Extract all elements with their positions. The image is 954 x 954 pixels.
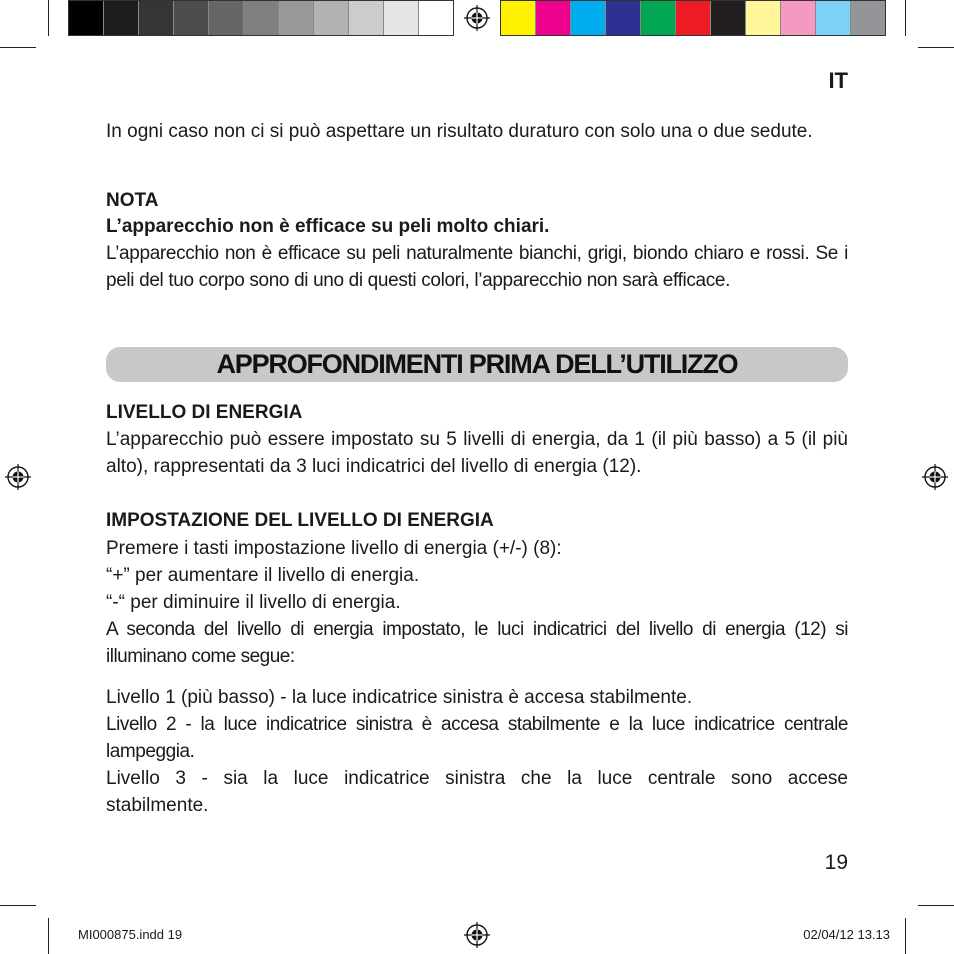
crop-mark-bottom-left-v [48, 918, 49, 954]
registration-mark-icon [922, 464, 948, 490]
color-swatch [571, 1, 606, 35]
energy-setting-line: A seconda del livello di energia impostato, le luci indicatrici del livello di energia (12) si illuminano come segue: [106, 619, 848, 667]
energy-level-heading: LIVELLO DI ENERGIA [106, 402, 303, 423]
color-swatch [279, 1, 314, 35]
energy-setting-line: “-“ per diminuire il livello di energia. [106, 592, 401, 613]
color-swatch [104, 1, 139, 35]
energy-setting-heading: IMPOSTAZIONE DEL LIVELLO DI ENERGIA [106, 510, 494, 531]
registration-mark-icon [5, 464, 31, 490]
crop-mark-top-right-h [918, 47, 954, 48]
color-swatch [209, 1, 244, 35]
section-banner [106, 347, 848, 382]
color-swatch [69, 1, 104, 35]
energy-level-body: L’apparecchio può essere impostato su 5 livelli di energia, da 1 (il più basso) a 5 (il più alto), rappresentati da 3 luci indicatrici del livello di energia (12). [106, 429, 848, 477]
crop-mark-top-left-v [48, 0, 49, 36]
energy-setting-line: Premere i tasti impostazione livello di energia (+/-) (8): [106, 538, 562, 559]
color-swatch [746, 1, 781, 35]
color-swatch [641, 1, 676, 35]
note-body: L’apparecchio non è efficace su peli naturalmente bianchi, grigi, biondo chiaro e rossi. Se i peli del tuo corpo sono di uno di questi colori, l’apparecchio non sarà efficace. [106, 243, 848, 291]
level-item: Livello 1 (più basso) - la luce indicatrice sinistra è accesa stabilmente. [106, 687, 693, 708]
crop-mark-bottom-right-v [905, 918, 906, 954]
color-bar [500, 0, 886, 36]
color-swatch [606, 1, 641, 35]
registration-mark-icon [464, 922, 490, 948]
note-label: NOTA [106, 190, 159, 211]
level-item: Livello 2 - la luce indicatrice sinistra è accesa stabilmente e la luce indicatrice centrale lampeggia. [106, 714, 848, 762]
color-swatch [676, 1, 711, 35]
file-slug: MI000875.indd 19 [78, 927, 183, 942]
color-swatch [384, 1, 419, 35]
color-swatch [536, 1, 571, 35]
color-swatch [349, 1, 384, 35]
color-swatch [816, 1, 851, 35]
color-swatch [314, 1, 349, 35]
crop-mark-top-right-v [905, 0, 906, 36]
note-heading: L’apparecchio non è efficace su peli molto chiari. [106, 216, 550, 237]
color-swatch [419, 1, 453, 35]
crop-mark-bottom-left-h [0, 905, 36, 906]
color-swatch [139, 1, 174, 35]
color-swatch [851, 1, 885, 35]
level-item: Livello 3 - sia la luce indicatrice sinistra che la luce centrale sono accese stabilmente. [106, 768, 848, 816]
page-number: 19 [824, 851, 848, 874]
color-swatch [711, 1, 746, 35]
language-label: IT [828, 68, 848, 93]
energy-setting-line: “+” per aumentare il livello di energia. [106, 565, 420, 586]
grayscale-bar [68, 0, 454, 36]
section-title: APPROFONDIMENTI PRIMA DELL’UTILIZZO [216, 349, 738, 379]
crop-mark-bottom-right-h [918, 905, 954, 906]
crop-mark-top-left-h [0, 47, 36, 48]
color-swatch [244, 1, 279, 35]
color-swatch [781, 1, 816, 35]
date-slug: 02/04/12 13.13 [803, 927, 890, 942]
intro-paragraph: In ogni caso non ci si può aspettare un risultato duraturo con solo una o due sedute. [106, 121, 813, 142]
registration-mark-icon [464, 5, 490, 31]
color-swatch [501, 1, 536, 35]
color-swatch [174, 1, 209, 35]
